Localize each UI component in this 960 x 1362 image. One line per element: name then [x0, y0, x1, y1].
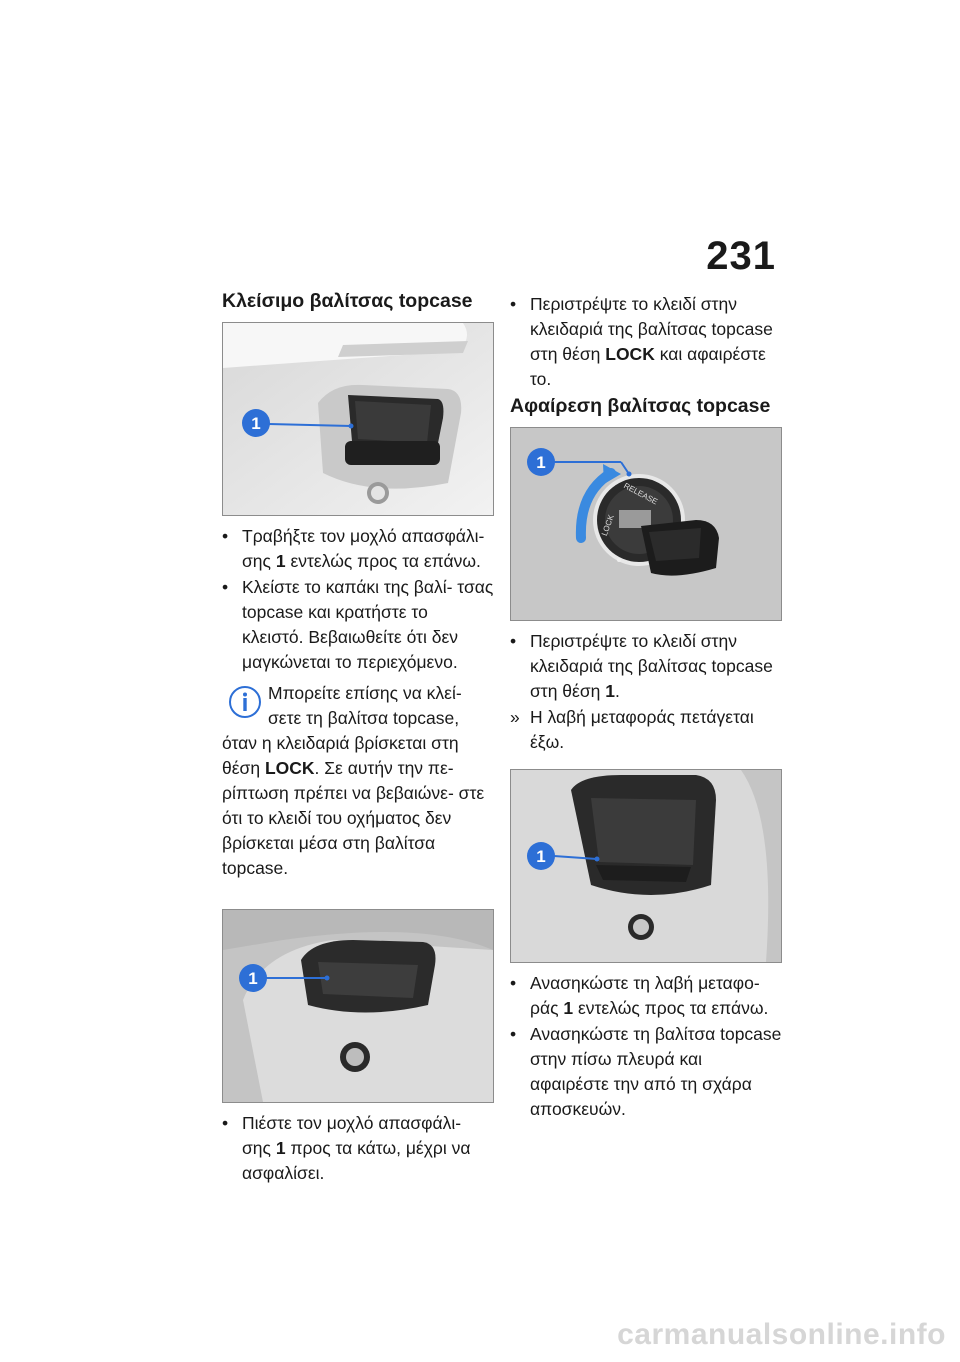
page-number: 231: [706, 234, 776, 278]
info-note: Μπορείτε επίσης να κλεί- σετε τη βαλίτσα topcase, όταν η κλειδαριά βρίσκεται στη θέση LOCK. Σε αυτήν την πε- ρίπτωση πρέπει να βεβαιώνε- στε ότι το κλειδί του οχήματος δεν βρίσκεται μέσα στη βαλίτσα topcase.: [222, 683, 485, 878]
figure-release-lever-down: [222, 909, 494, 1103]
section-title-remove: Αφαίρεση βαλίτσας topcase: [510, 395, 771, 417]
list-item: • Τραβήξτε τον μοχλό απασφάλι- σης 1 εντελώς προς τα επάνω.: [222, 526, 485, 571]
list-item: » Η λαβή μεταφοράς πετάγεται έξω.: [510, 707, 754, 752]
list-item: • Περιστρέψτε το κλειδί στην κλειδαριά της βαλίτσας topcase στη θέση LOCK και αφαιρέστε το.: [510, 294, 773, 389]
left-column: [222, 288, 494, 1187]
lock-label-release: RELEASE: [622, 481, 660, 507]
list-item: • Κλείστε το καπάκι της βαλί- τσας topcase και κρατήστε το κλειστό. Βεβαιωθείτε ότι δεν μαγκώνεται το περιεχόμενο.: [222, 577, 494, 672]
right-column: [510, 288, 785, 1123]
bullet-list-lift-steps: [510, 971, 785, 1122]
info-icon: [228, 685, 262, 726]
figure-release-lever-up: [222, 322, 494, 516]
bullet-list-remove-key: [510, 292, 785, 392]
list-item: • Ανασηκώστε τη βαλίτσα topcase στην πίσω πλευρά και αφαιρέστε την από τη σχάρα αποσκευών.: [510, 1024, 782, 1119]
bullet-list-lock-lever: [222, 1111, 494, 1186]
bullet-list-close-steps: [222, 524, 494, 675]
list-item: • Πιέστε τον μοχλό απασφάλι- σης 1 προς τα κάτω, μέχρι να ασφαλίσει.: [222, 1113, 471, 1183]
lock-label-lock: LOCK: [599, 513, 616, 538]
bullet-list-release-steps: [510, 629, 785, 755]
section-title-close: Κλείσιμο βαλίτσας topcase: [222, 290, 473, 312]
figure2-callout: 1: [248, 969, 258, 988]
figure1-callout: 1: [251, 414, 261, 433]
figure4-callout: 1: [536, 847, 546, 866]
watermark: carmanualsonline.info: [617, 1318, 946, 1351]
figure-carry-handle: [510, 769, 782, 963]
figure3-callout: 1: [536, 453, 546, 472]
list-item: • Ανασηκώστε τη λαβή μεταφο- ράς 1 εντελώς προς τα επάνω.: [510, 973, 769, 1018]
list-item: • Περιστρέψτε το κλειδί στην κλειδαριά της βαλίτσας topcase στη θέση 1.: [510, 631, 773, 701]
figure-key-release: [510, 427, 782, 621]
